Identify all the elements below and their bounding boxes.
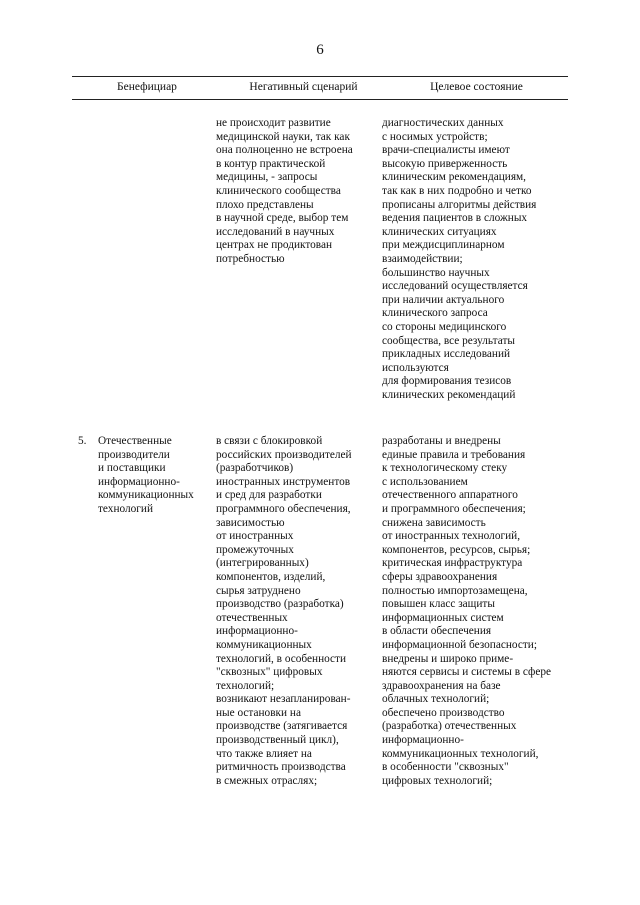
table-header: [72, 76, 568, 100]
continuation-target-cell: диагностических данных с носимых устройств; врачи-специалисты имеют высокую приверженность клиническим рекомендациям, так как в них подробно и четко прописаны алгоритмы действия ведения пациентов в сложных клинических ситуациях при междисциплинарном взаимодействии; большинство научных исследований осуществляется при наличии актуального клинического запроса со стороны медицинского сообщества, все результаты прикладных исследований используются для формирования тезисов клинических рекомендаций: [382, 117, 537, 401]
target-state-cell: разработаны и внедрены единые правила и требования к технологическому стеку с использованием отечественного аппаратного и программного обеспечения; снижена зависимость от иностранных технологий, компонентов, ресурсов, сырья; критическая инфраструктура сферы здравоохранения полностью импортозамещена, повышен класс защиты информационных систем в области обеспечения информационной безопасности; внедрены и широко приме- няются сервисы и системы в сфере здравоохранения на базе облачных технологий; обеспечено производство (разработка) отечественных информационно- коммуникационных технологий, в особенности "сквозных" цифровых технологий;: [382, 435, 552, 787]
beneficiary-cell: Отечественные производители и поставщики информационно- коммуникационных технологий: [98, 435, 194, 515]
header-negative-scenario: Негативный сценарий: [249, 81, 358, 93]
header-target-state: Целевое состояние: [430, 81, 523, 93]
page-number: 6: [316, 42, 324, 58]
header-beneficiary: Бенефициар: [117, 81, 177, 93]
row-number: 5.: [78, 435, 87, 447]
continuation-scenario-cell: не происходит развитие медицинской науки, так как она полноценно не встроена в контур практической медицины, - запросы клинического сообщества плохо представлены в научной среде, выбор тем исследований в научных центрах не продиктован потребностью: [216, 117, 353, 265]
negative-scenario-cell: в связи с блокировкой российских производителей (разработчиков) иностранных инструментов и сред для разработки программного обеспечения, зависимостью от иностранных промежуточных (интегрированных) компонентов, изделий, сырья затруднено производство (разработка) отечественных информационно- коммуникационных технологий, в особенности "сквозных" цифровых технологий; возникают незапланирован- ные остановки на производстве (затягивается производственный цикл), что также влияет на ритмичность производства в смежных отраслях;: [216, 435, 352, 787]
